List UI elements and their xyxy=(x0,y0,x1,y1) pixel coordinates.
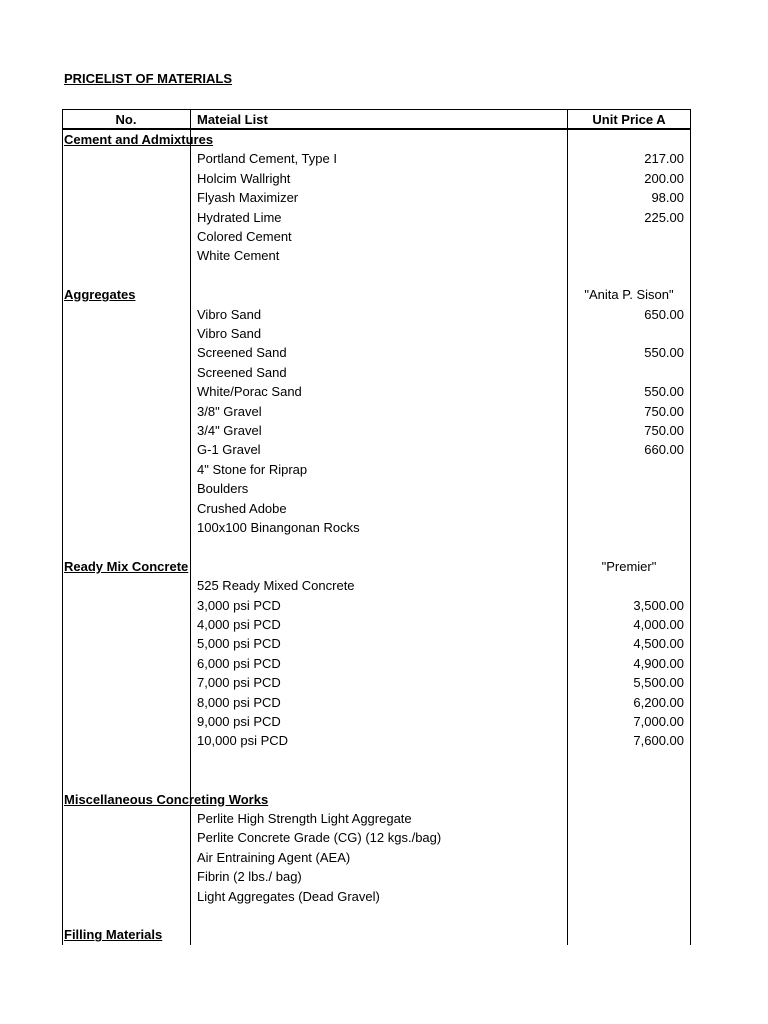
table-row xyxy=(0,654,768,673)
supplier-name: "Premier" xyxy=(601,558,657,574)
table-row xyxy=(0,693,768,712)
material-name: 9,000 psi PCD xyxy=(197,714,281,729)
section-row xyxy=(0,285,768,304)
material-name: Light Aggregates (Dead Gravel) xyxy=(197,888,380,904)
material-name: 3/4" Gravel xyxy=(197,423,262,438)
unit-price: 225.00 xyxy=(644,209,684,225)
table-row xyxy=(0,343,768,362)
material-name: 8,000 psi PCD xyxy=(197,694,281,710)
table-row xyxy=(0,305,768,324)
table-row xyxy=(0,596,768,615)
table-row xyxy=(0,169,768,188)
unit-price: 550.00 xyxy=(644,384,684,400)
unit-price: 6,200.00 xyxy=(633,694,684,710)
table-row xyxy=(0,440,768,459)
column-header-price: Unit Price A xyxy=(592,112,666,127)
material-name: 6,000 psi PCD xyxy=(197,655,281,671)
document-title: PRICELIST OF MATERIALS xyxy=(64,71,233,86)
unit-price: 4,500.00 xyxy=(633,636,684,652)
unit-price: 5,500.00 xyxy=(633,675,684,691)
unit-price: 7,600.00 xyxy=(633,733,684,749)
table-row xyxy=(0,149,768,168)
unit-price: 750.00 xyxy=(644,423,684,438)
material-name: 7,000 psi PCD xyxy=(197,675,281,691)
section-row xyxy=(0,130,768,149)
table-row xyxy=(0,848,768,867)
material-name: Boulders xyxy=(197,481,249,497)
unit-price: 750.00 xyxy=(644,403,684,419)
table-row xyxy=(0,479,768,498)
table-row xyxy=(0,499,768,518)
table-row xyxy=(0,363,768,382)
unit-price: 660.00 xyxy=(644,442,684,458)
material-name: Fibrin (2 lbs./ bag) xyxy=(197,869,302,885)
material-name: 100x100 Binangonan Rocks xyxy=(197,520,360,535)
unit-price: 7,000.00 xyxy=(633,714,684,729)
section-row xyxy=(0,790,768,809)
table-row xyxy=(0,188,768,207)
table-row xyxy=(0,421,768,440)
material-name: White/Porac Sand xyxy=(197,384,302,400)
material-name: Crushed Adobe xyxy=(197,500,287,516)
table-row xyxy=(0,615,768,634)
material-name: Screened Sand xyxy=(197,345,287,361)
material-name: Flyash Maximizer xyxy=(197,190,299,206)
table-row xyxy=(0,867,768,886)
material-name: 10,000 psi PCD xyxy=(197,733,289,749)
material-name: Holcim Wallright xyxy=(197,170,291,186)
material-name: 3,000 psi PCD xyxy=(197,597,281,613)
table-row xyxy=(0,887,768,906)
table-row xyxy=(0,227,768,246)
table-row xyxy=(0,324,768,343)
section-row xyxy=(0,557,768,576)
section-heading: Cement and Admixtures xyxy=(64,132,214,147)
table-row xyxy=(0,634,768,653)
material-name: Perlite High Strength Light Aggregate xyxy=(197,811,412,826)
table-row xyxy=(0,906,768,925)
material-name: 525 Ready Mixed Concrete xyxy=(197,578,355,594)
table-row xyxy=(0,266,768,285)
table-row xyxy=(0,246,768,265)
material-name: Perlite Concrete Grade (CG) (12 kgs./bag) xyxy=(197,830,442,846)
unit-price: 98.00 xyxy=(651,190,684,206)
column-header-no: No. xyxy=(115,112,137,127)
table-row xyxy=(0,751,768,770)
table-row xyxy=(0,460,768,479)
section-heading: Aggregates xyxy=(64,287,136,303)
material-name: Air Entraining Agent (AEA) xyxy=(197,849,351,865)
section-row xyxy=(0,925,768,944)
material-name: 5,000 psi PCD xyxy=(197,636,281,652)
column-header-material: Mateial List xyxy=(197,112,268,127)
section-heading: Miscellaneous Concreting Works xyxy=(64,791,269,807)
table-row xyxy=(0,673,768,692)
table-row xyxy=(0,809,768,828)
table-row xyxy=(0,712,768,731)
table-row xyxy=(0,731,768,750)
table-row xyxy=(0,382,768,401)
section-heading: Ready Mix Concrete xyxy=(64,558,189,574)
table-row xyxy=(0,208,768,227)
unit-price: 4,900.00 xyxy=(633,655,684,671)
unit-price: 650.00 xyxy=(644,306,684,322)
section-heading: Filling Materials xyxy=(64,927,163,943)
material-name: 4" Stone for Riprap xyxy=(197,461,308,477)
material-name: Colored Cement xyxy=(197,229,292,244)
unit-price: 217.00 xyxy=(644,151,684,167)
material-name: White Cement xyxy=(197,248,280,264)
table-row xyxy=(0,576,768,595)
material-name: Screened Sand xyxy=(197,364,287,380)
table-row xyxy=(0,402,768,421)
table-row xyxy=(0,518,768,537)
material-name: 4,000 psi PCD xyxy=(197,617,281,632)
unit-price: 200.00 xyxy=(644,170,684,186)
material-name: Hydrated Lime xyxy=(197,209,282,225)
material-name: G-1 Gravel xyxy=(197,442,261,458)
unit-price: 550.00 xyxy=(644,345,684,361)
unit-price: 4,000.00 xyxy=(633,617,684,632)
material-name: Vibro Sand xyxy=(197,306,262,322)
table-row xyxy=(0,770,768,789)
table-row xyxy=(0,537,768,556)
table-row xyxy=(0,828,768,847)
unit-price: 3,500.00 xyxy=(633,597,684,613)
material-name: Vibro Sand xyxy=(197,326,262,341)
supplier-name: "Anita P. Sison" xyxy=(584,287,674,303)
material-name: 3/8" Gravel xyxy=(197,403,262,419)
material-name: Portland Cement, Type I xyxy=(197,151,337,167)
